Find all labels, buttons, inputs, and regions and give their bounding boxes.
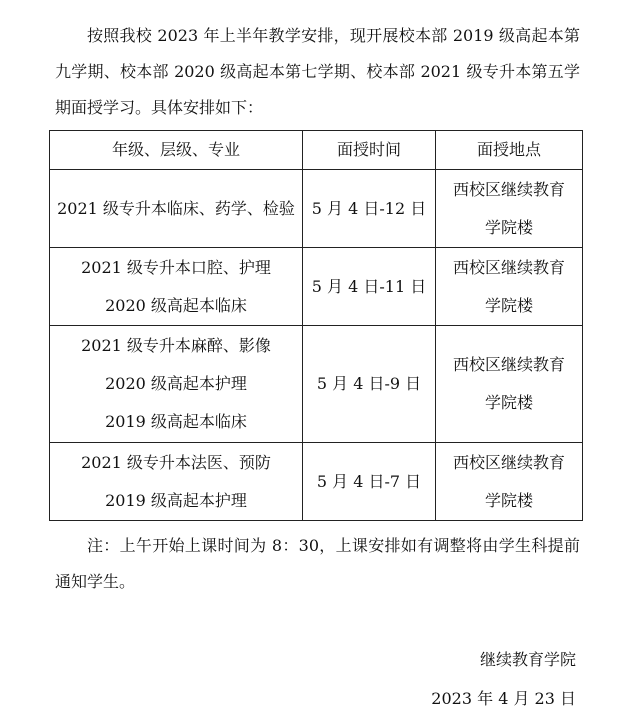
signature-date: 2023 年 4 月 23 日: [431, 689, 576, 708]
place-line: 西校区继续教育: [452, 355, 565, 374]
group-line: 2021 级专升本法医、预防: [81, 452, 271, 472]
cell-groups: [50, 326, 303, 443]
place-line: 学院楼: [484, 490, 533, 510]
header-place: 面授地点: [436, 131, 583, 170]
group-line: 2021 级专升本口腔、护理: [81, 257, 271, 277]
signature-org: 继续教育学院: [479, 650, 576, 669]
cell-groups: [50, 443, 303, 521]
place-line: 学院楼: [484, 217, 533, 237]
cell-place: [436, 443, 583, 521]
place-line: 西校区继续教育: [452, 452, 565, 472]
note-paragraph: 注：上午开始上课时间为 8：30，上课安排如有调整将由学生科提前通知学生。: [55, 536, 580, 591]
table-row: [50, 248, 583, 326]
group-line: 2020 级高起本临床: [105, 295, 247, 315]
intro-paragraph: 按照我校 2023 年上半年教学安排，现开展校本部 2019 级高起本第九学期、校本部 2020 级高起本第七学期、校本部 2021 级专升本第五学期面授学习。具体安排如下：: [55, 26, 580, 117]
cell-place: [436, 248, 583, 326]
cell-time: 5 月 4 日-9 日: [303, 326, 436, 443]
table-header-row: [50, 131, 583, 170]
table-row: [50, 170, 583, 248]
header-time: 面授时间: [303, 131, 436, 170]
cell-groups: [50, 248, 303, 326]
cell-groups: [50, 170, 303, 248]
cell-time: 5 月 4 日-12 日: [303, 170, 436, 248]
place-line: 学院楼: [484, 393, 533, 412]
cell-place: [436, 170, 583, 248]
group-line: 2021 级专升本临床、药学、检验: [57, 198, 295, 218]
place-line: 西校区继续教育: [452, 257, 565, 277]
table-row: [50, 326, 583, 443]
place-line: 学院楼: [484, 295, 533, 315]
cell-time: 5 月 4 日-7 日: [303, 443, 436, 521]
cell-place: [436, 326, 583, 443]
cell-time: 5 月 4 日-11 日: [303, 248, 436, 326]
group-line: 2019 级高起本临床: [105, 412, 247, 431]
group-line: 2021 级专升本麻醉、影像: [81, 336, 271, 355]
schedule-table: [49, 130, 583, 521]
table-row: [50, 443, 583, 521]
group-line: 2019 级高起本护理: [105, 490, 247, 510]
group-line: 2020 级高起本护理: [105, 374, 247, 393]
place-line: 西校区继续教育: [452, 179, 565, 199]
header-grade-major: 年级、层级、专业: [50, 131, 303, 170]
